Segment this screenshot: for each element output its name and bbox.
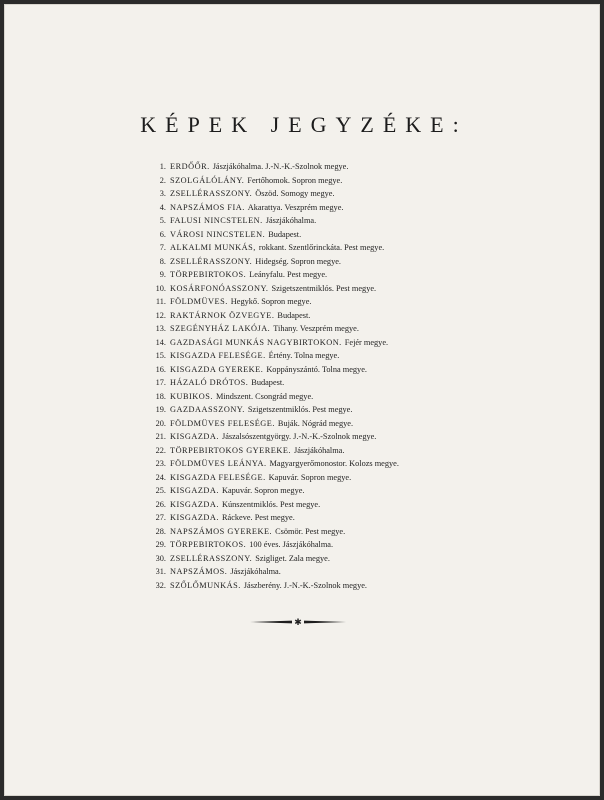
list-item xyxy=(142,187,442,201)
list-item xyxy=(142,336,442,350)
entry-place: Budapest. xyxy=(268,229,302,239)
list-item xyxy=(142,363,442,377)
list-item xyxy=(142,511,442,525)
list-item xyxy=(142,484,442,498)
entry-place: 100 éves. Jászjákóhalma. xyxy=(249,540,334,549)
entry-role: NAPSZÁMOS FIA. xyxy=(170,202,245,212)
list-item xyxy=(142,160,442,174)
entry-place: Értény. Tolna megye. xyxy=(268,351,340,360)
entry-role: KISGAZDA. xyxy=(170,499,219,509)
entry-number: 20. xyxy=(155,418,166,428)
entry-role: FALUSI NINCSTELEN. xyxy=(170,216,263,225)
entry-place: Hidegség. Sopron megye. xyxy=(255,256,341,266)
entry-number: 30. xyxy=(155,553,166,563)
entry-number: 17. xyxy=(155,378,166,387)
entry-place: Budapest. xyxy=(277,310,311,320)
entry-role: KUBIKOS. xyxy=(170,391,213,401)
entry-role: FÖLDMÜVES LEÁNYA. xyxy=(170,459,267,468)
entry-number: 6. xyxy=(159,229,166,239)
entry-place: Jászjákóhalma. xyxy=(265,216,317,225)
entry-number: 31. xyxy=(155,567,166,576)
entry-place: Kapuvár. Sopron megye. xyxy=(221,486,305,495)
entry-place: Koppányszántó. Tolna megye. xyxy=(266,364,367,374)
list-item xyxy=(142,241,442,255)
entry-number: 27. xyxy=(155,513,166,522)
entry-place: Szigetszentmiklós. Pest megye. xyxy=(247,405,353,414)
entry-number: 23. xyxy=(155,459,166,468)
entry-place: Fejér megye. xyxy=(344,337,389,347)
list-item xyxy=(142,349,442,363)
entry-place: Jászjákóhalma. xyxy=(230,567,281,576)
entry-number: 22. xyxy=(155,445,166,455)
entry-place: Magyargyerőmonostor. Kolozs megye. xyxy=(269,459,399,468)
entry-place: rokkant. Szentlőrinckáta. Pest megye. xyxy=(258,243,385,252)
entry-place: Csömör. Pest megye. xyxy=(275,526,346,536)
list-item xyxy=(142,565,442,579)
entry-place: Jászalsószentgyörgy. J.-N.-K.-Szolnok megye. xyxy=(221,432,377,441)
entry-role: ZSELLÉRASSZONY. xyxy=(170,189,253,198)
entry-role: FÖLDMÜVES FELESÉGE. xyxy=(170,418,275,428)
entry-place: Jászjákóhalma. J.-N.-K.-Szolnok megye. xyxy=(212,162,349,171)
entry-role: ZSELLÉRASSZONY. xyxy=(170,256,253,266)
entry-role: TÖRPEBIRTOKOS GYEREKE. xyxy=(170,445,291,455)
entry-number: 7. xyxy=(159,243,166,252)
entry-role: KISGAZDA. xyxy=(170,513,219,522)
list-item xyxy=(142,322,442,336)
entry-place: Buják. Nógrád megye. xyxy=(277,418,354,428)
entry-number: 19. xyxy=(155,405,166,414)
list-item xyxy=(142,525,442,539)
list-item xyxy=(142,282,442,296)
entry-place: Tihany. Veszprém megye. xyxy=(273,324,359,333)
entry-place: Budapest. xyxy=(251,378,285,387)
entry-number: 16. xyxy=(155,364,166,374)
entry-place: Mindszent. Csongrád megye. xyxy=(215,391,314,401)
entry-number: 26. xyxy=(155,499,166,509)
entry-number: 18. xyxy=(155,391,166,401)
entry-number: 15. xyxy=(155,351,166,360)
list-item xyxy=(142,255,442,269)
entry-number: 32. xyxy=(155,580,166,590)
list-item xyxy=(142,174,442,188)
entry-number: 24. xyxy=(155,472,166,482)
entry-role: KISGAZDA GYEREKE. xyxy=(170,364,264,374)
entry-role: SZOLGÁLÓLÁNY. xyxy=(170,175,245,185)
entry-place: Öszöd. Somogy megye. xyxy=(255,189,335,198)
list-item xyxy=(142,295,442,309)
entry-place: Leányfalu. Pest megye. xyxy=(249,270,328,279)
entry-number: 3. xyxy=(159,189,166,198)
entry-role: TÖRPEBIRTOKOS. xyxy=(170,270,247,279)
entry-number: 13. xyxy=(155,324,166,333)
ornament-divider-icon xyxy=(248,617,348,627)
entry-number: 8. xyxy=(159,256,166,266)
entry-number: 29. xyxy=(155,540,166,549)
entry-role: VÁROSI NINCSTELEN. xyxy=(170,229,266,239)
entry-number: 11. xyxy=(155,297,166,306)
entry-place: Hegykő. Sopron megye. xyxy=(230,297,312,306)
entry-place: Jászberény. J.-N.-K.-Szolnok megye. xyxy=(243,580,367,590)
entry-place: Szigliget. Zala megye. xyxy=(255,553,330,563)
entry-role: KISGAZDA FELESÉGE. xyxy=(170,472,266,482)
entry-role: FÖLDMÜVES. xyxy=(170,297,228,306)
list-item xyxy=(142,228,442,242)
list-item xyxy=(142,538,442,552)
entry-role: ERDŐŐR. xyxy=(170,162,210,171)
list-item xyxy=(142,498,442,512)
entry-place: Szigetszentmiklós. Pest megye. xyxy=(271,283,377,293)
entry-role: KISGAZDA FELESÉGE. xyxy=(170,351,266,360)
entry-number: 10. xyxy=(155,283,166,293)
entry-role: ZSELLÉRASSZONY. xyxy=(170,553,253,563)
list-item xyxy=(142,552,442,566)
entry-number: 28. xyxy=(155,526,166,536)
list-item xyxy=(142,390,442,404)
entry-number: 14. xyxy=(155,337,166,347)
list-item xyxy=(142,214,442,228)
entry-role: KISGAZDA. xyxy=(170,486,219,495)
entry-role: HÁZALÓ DRÓTOS. xyxy=(170,378,249,387)
entry-role: SZEGÉNYHÁZ LAKÓJA. xyxy=(170,324,271,333)
list-item xyxy=(142,579,442,593)
entry-role: ALKALMI MUNKÁS, xyxy=(170,243,256,252)
entry-place: Akarattya. Veszprém megye. xyxy=(247,202,344,212)
list-item xyxy=(142,417,442,431)
entry-number: 25. xyxy=(155,486,166,495)
list-item xyxy=(142,309,442,323)
entry-role: KISGAZDA. xyxy=(170,432,219,441)
list-item xyxy=(142,268,442,282)
entry-place: Fertőhomok. Sopron megye. xyxy=(247,175,343,185)
list-item xyxy=(142,201,442,215)
svg-text:✱: ✱ xyxy=(294,618,302,627)
entry-number: 1. xyxy=(159,162,166,171)
image-index-list xyxy=(142,160,442,592)
entry-role: GAZDASÁGI MUNKÁS NAGYBIRTOKON. xyxy=(170,337,342,347)
list-item xyxy=(142,376,442,390)
entry-role: KOSÁRFONÓASSZONY. xyxy=(170,283,269,293)
entry-number: 2. xyxy=(159,175,166,185)
entry-place: Ráckeve. Pest megye. xyxy=(221,513,295,522)
list-item xyxy=(142,457,442,471)
entry-number: 4. xyxy=(159,202,166,212)
entry-role: NAPSZÁMOS. xyxy=(170,567,228,576)
list-item xyxy=(142,430,442,444)
list-item xyxy=(142,471,442,485)
entry-role: GAZDAASSZONY. xyxy=(170,405,245,414)
entry-number: 5. xyxy=(159,216,166,225)
entry-role: SZŐLŐMUNKÁS. xyxy=(170,580,241,590)
list-item xyxy=(142,444,442,458)
entry-role: NAPSZÁMOS GYEREKE. xyxy=(170,526,273,536)
document-page xyxy=(4,4,600,796)
page-title: KÉPEK JEGYZÉKE: xyxy=(140,112,468,137)
entry-role: RAKTÁRNOK ÖZVEGYE. xyxy=(170,310,275,320)
entry-place: Kapuvár. Sopron megye. xyxy=(268,472,352,482)
entry-number: 12. xyxy=(155,310,166,320)
entry-number: 21. xyxy=(155,432,166,441)
entry-number: 9. xyxy=(159,270,166,279)
entry-place: Kúnszentmiklós. Pest megye. xyxy=(221,499,321,509)
entry-role: TÖRPEBIRTOKOS. xyxy=(170,540,247,549)
entry-place: Jászjákóhalma. xyxy=(293,445,345,455)
list-item xyxy=(142,403,442,417)
